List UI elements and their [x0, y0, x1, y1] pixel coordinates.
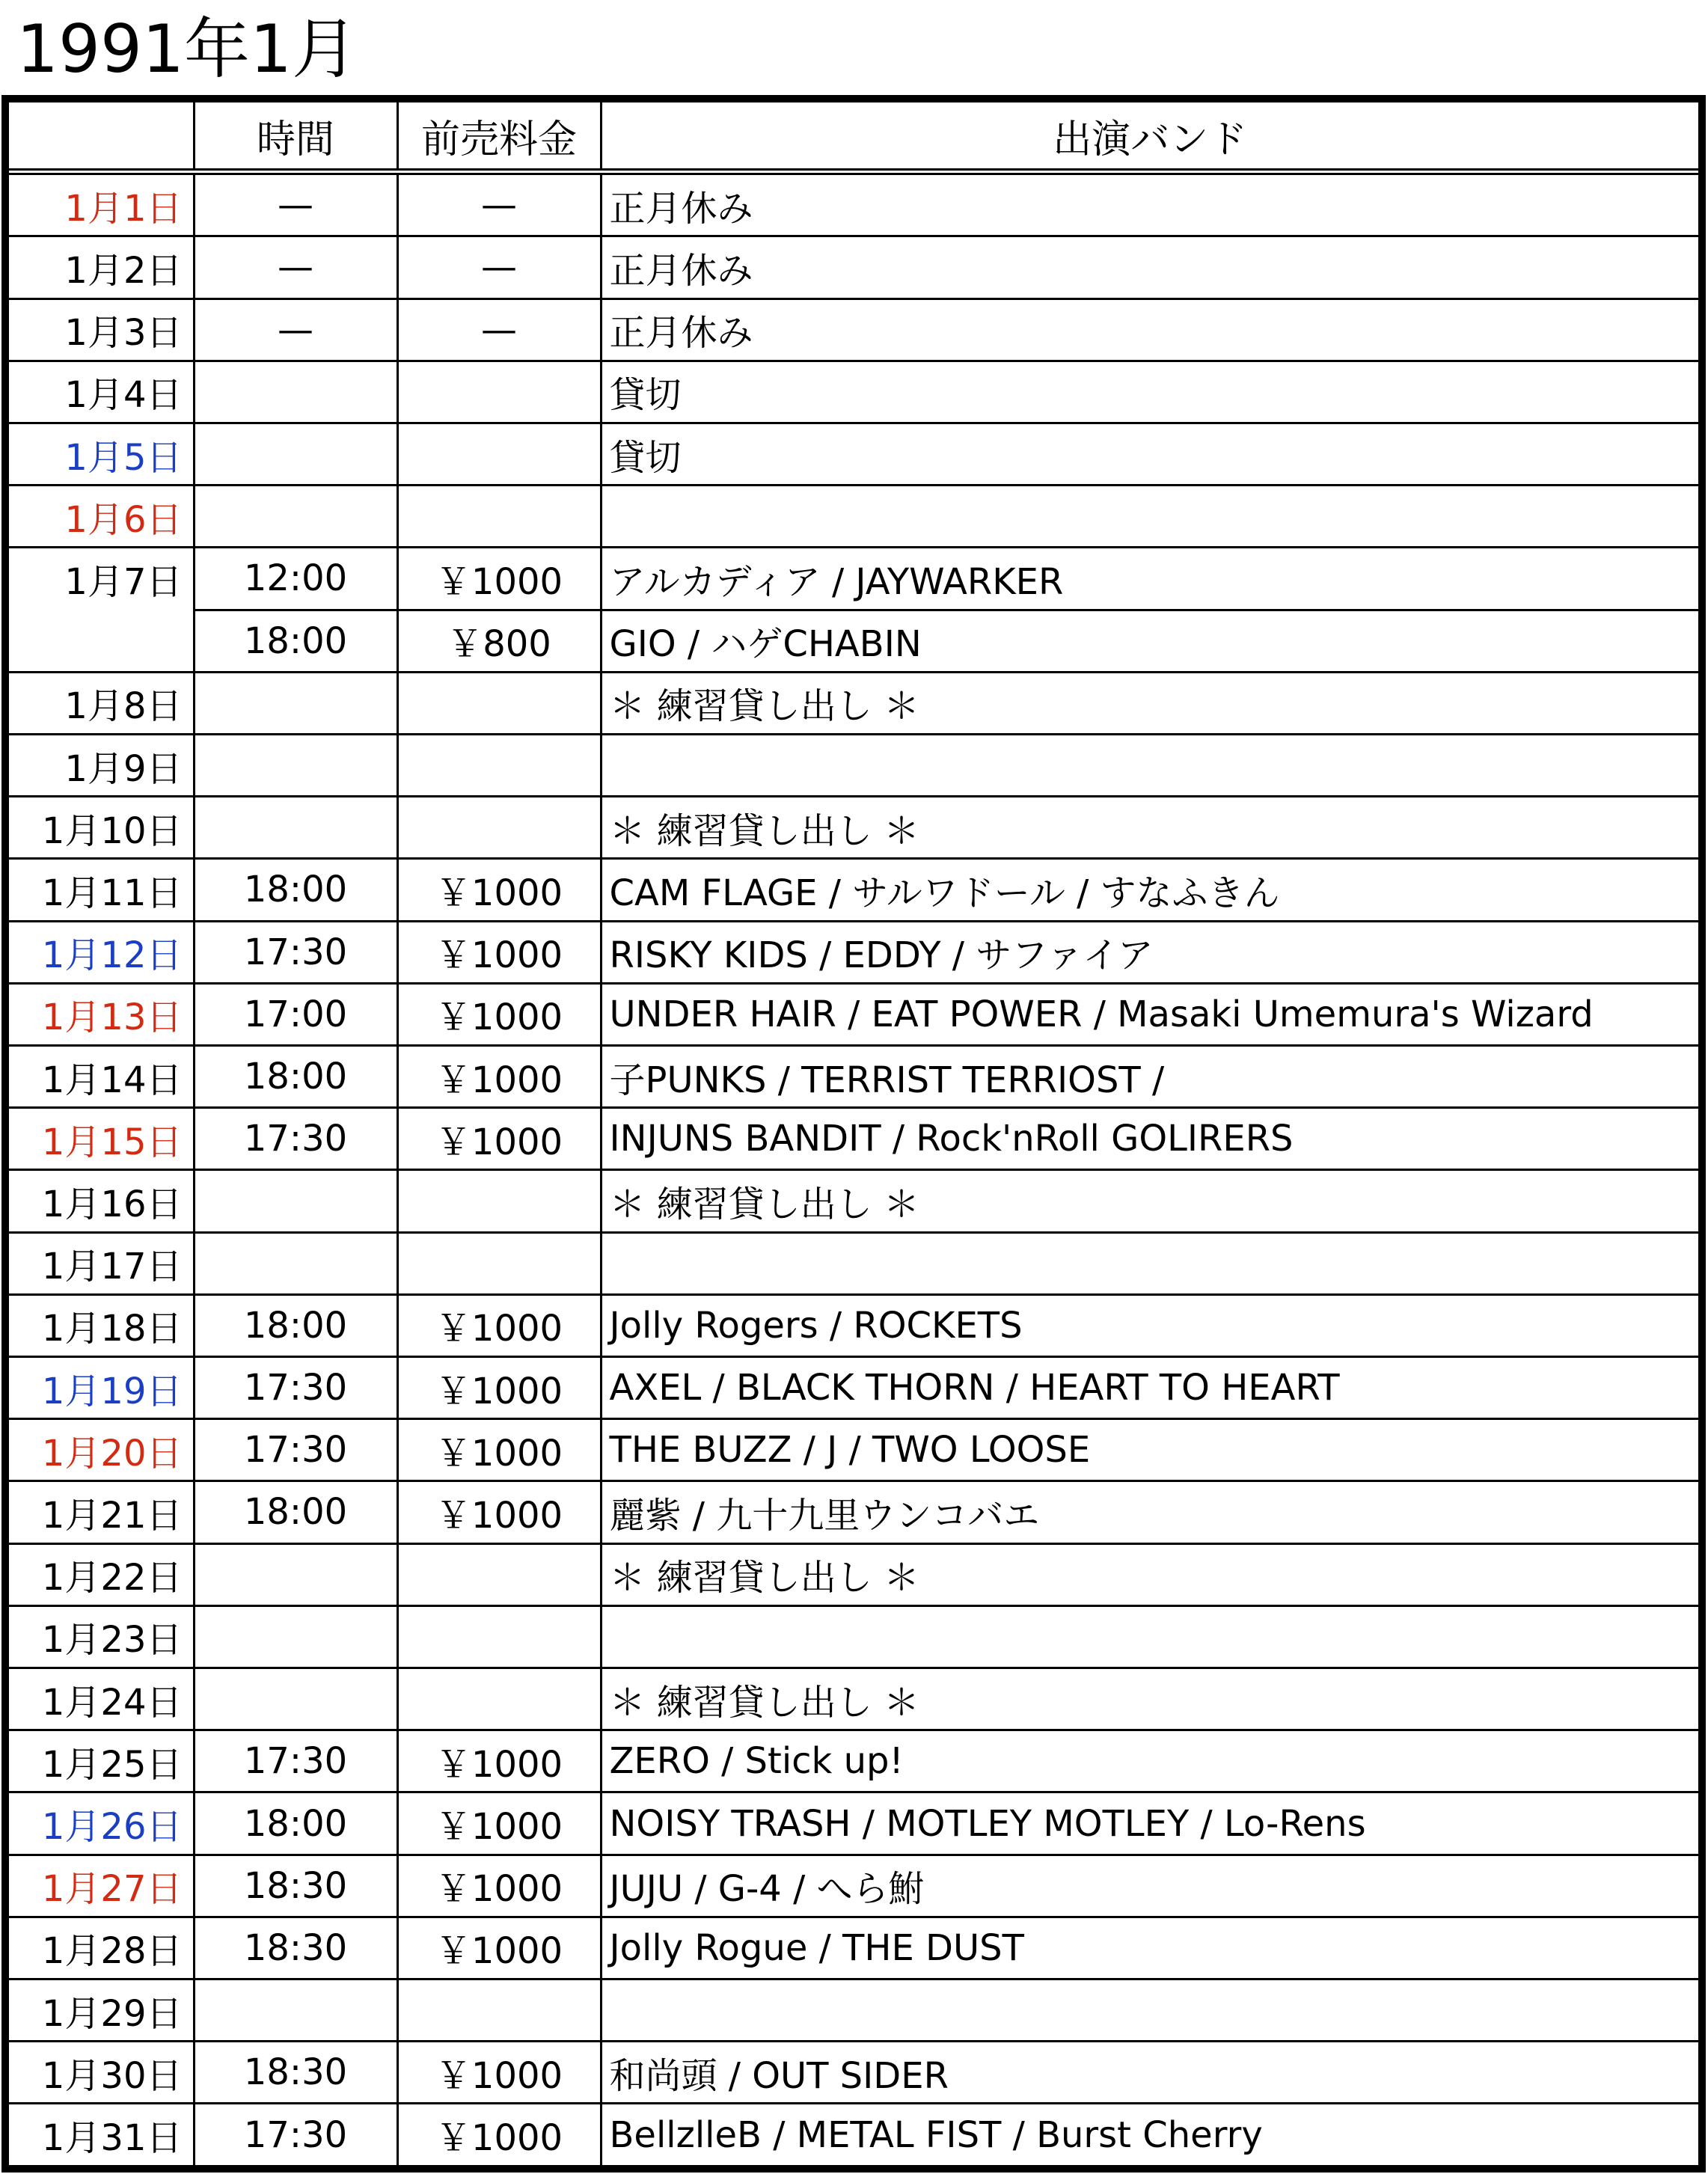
- table-row: [5, 859, 1702, 921]
- time-cell: 12:00: [194, 548, 397, 610]
- bands-cell: アルカディア / JAYWARKER: [601, 548, 1702, 610]
- price-cell: ￥1000: [397, 983, 601, 1045]
- price-cell: [397, 361, 601, 423]
- price-cell: ￥1000: [397, 2104, 601, 2169]
- time-cell: [194, 797, 397, 859]
- bands-cell: 正月休み: [601, 236, 1702, 298]
- date-cell: 1月31日: [5, 2104, 194, 2169]
- price-cell: ￥1000: [397, 859, 601, 921]
- bands-cell: 和尚頭 / OUT SIDER: [601, 2042, 1702, 2104]
- date-cell: 1月29日: [5, 1979, 194, 2042]
- table-row: [5, 1792, 1702, 1855]
- bands-cell: THE BUZZ / J / TWO LOOSE: [601, 1419, 1702, 1481]
- header-row: [5, 99, 1702, 172]
- price-cell: ￥1000: [397, 1730, 601, 1792]
- price-cell: [397, 672, 601, 734]
- date-cell: 1月18日: [5, 1294, 194, 1356]
- date-cell: 1月3日: [5, 298, 194, 361]
- bands-cell: ＊ 練習貸し出し ＊: [601, 1170, 1702, 1232]
- bands-cell: [601, 486, 1702, 548]
- table-row: [5, 1979, 1702, 2042]
- price-cell: ￥1000: [397, 1855, 601, 1917]
- bands-cell: ＊ 練習貸し出し ＊: [601, 797, 1702, 859]
- bands-cell: 貸切: [601, 423, 1702, 485]
- date-cell: 1月5日: [5, 423, 194, 485]
- table-row: [5, 1543, 1702, 1605]
- header-bands: 出演バンド: [601, 99, 1702, 172]
- bands-cell: CAM FLAGE / サルワドール / すなふきん: [601, 859, 1702, 921]
- price-cell: ￥1000: [397, 1792, 601, 1855]
- page-title: 1991年1月: [16, 10, 358, 88]
- time-cell: 17:00: [194, 983, 397, 1045]
- date-cell: 1月16日: [5, 1170, 194, 1232]
- bands-cell: UNDER HAIR / EAT POWER / Masaki Umemura's Wizard: [601, 983, 1702, 1045]
- date-cell: 1月25日: [5, 1730, 194, 1792]
- price-cell: [397, 423, 601, 485]
- table-row: [5, 983, 1702, 1045]
- table-row: [5, 1481, 1702, 1543]
- date-cell: 1月21日: [5, 1481, 194, 1543]
- header-date: [5, 99, 194, 172]
- price-cell: ￥1000: [397, 2042, 601, 2104]
- time-cell: [194, 1979, 397, 2042]
- table-row: [5, 486, 1702, 548]
- date-cell: 1月27日: [5, 1855, 194, 1917]
- date-cell: 1月14日: [5, 1045, 194, 1107]
- table-row: [5, 361, 1702, 423]
- price-cell: [397, 1668, 601, 1730]
- schedule-rows: [5, 172, 1702, 2170]
- time-cell: 18:00: [194, 1792, 397, 1855]
- time-cell: [194, 1668, 397, 1730]
- time-cell: 17:30: [194, 1419, 397, 1481]
- date-cell: 1月13日: [5, 983, 194, 1045]
- time-cell: 18:00: [194, 1294, 397, 1356]
- bands-cell: Jolly Rogue / THE DUST: [601, 1917, 1702, 1979]
- table-row: [5, 1668, 1702, 1730]
- price-cell: ￥1000: [397, 1356, 601, 1418]
- time-cell: 17:30: [194, 2104, 397, 2169]
- time-cell: 17:30: [194, 921, 397, 983]
- time-cell: [194, 486, 397, 548]
- table-row: [5, 1730, 1702, 1792]
- time-cell: 18:30: [194, 1917, 397, 1979]
- date-cell: 1月7日: [5, 548, 194, 610]
- bands-cell: AXEL / BLACK THORN / HEART TO HEART: [601, 1356, 1702, 1418]
- bands-cell: JUJU / G-4 / へら鮒: [601, 1855, 1702, 1917]
- time-cell: 18:30: [194, 1855, 397, 1917]
- table-row: [5, 1605, 1702, 1668]
- table-row: [5, 797, 1702, 859]
- table-row: [5, 1917, 1702, 1979]
- table-row: [5, 1232, 1702, 1294]
- price-cell: ￥1000: [397, 1917, 601, 1979]
- price-cell: ￥1000: [397, 1419, 601, 1481]
- price-cell: ￥800: [397, 610, 601, 672]
- time-cell: [194, 1605, 397, 1668]
- price-cell: ￥1000: [397, 921, 601, 983]
- table-row: [5, 1108, 1702, 1170]
- date-cell: 1月1日: [5, 172, 194, 236]
- bands-cell: Jolly Rogers / ROCKETS: [601, 1294, 1702, 1356]
- price-cell: ￥1000: [397, 1045, 601, 1107]
- table-row: [5, 1170, 1702, 1232]
- price-cell: [397, 486, 601, 548]
- date-cell: 1月22日: [5, 1543, 194, 1605]
- bands-cell: [601, 1605, 1702, 1668]
- table-row: [5, 1356, 1702, 1418]
- time-cell: —: [194, 236, 397, 298]
- date-cell: 1月17日: [5, 1232, 194, 1294]
- table-row: [5, 672, 1702, 734]
- table-row: [5, 236, 1702, 298]
- time-cell: 17:30: [194, 1730, 397, 1792]
- table-row: [5, 2104, 1702, 2169]
- price-cell: —: [397, 236, 601, 298]
- time-cell: —: [194, 172, 397, 236]
- time-cell: [194, 361, 397, 423]
- time-cell: [194, 1170, 397, 1232]
- time-cell: 18:30: [194, 2042, 397, 2104]
- date-cell: 1月15日: [5, 1108, 194, 1170]
- bands-cell: ZERO / Stick up!: [601, 1730, 1702, 1792]
- price-cell: —: [397, 298, 601, 361]
- schedule-table: [1, 95, 1706, 2173]
- bands-cell: ＊ 練習貸し出し ＊: [601, 672, 1702, 734]
- date-cell: [5, 610, 194, 672]
- price-cell: [397, 1979, 601, 2042]
- price-cell: ￥1000: [397, 1481, 601, 1543]
- time-cell: [194, 423, 397, 485]
- time-cell: 18:00: [194, 1045, 397, 1107]
- bands-cell: NOISY TRASH / MOTLEY MOTLEY / Lo-Rens: [601, 1792, 1702, 1855]
- date-cell: 1月20日: [5, 1419, 194, 1481]
- date-cell: 1月24日: [5, 1668, 194, 1730]
- header-time: 時間: [194, 99, 397, 172]
- time-cell: [194, 1232, 397, 1294]
- bands-cell: 正月休み: [601, 298, 1702, 361]
- price-cell: [397, 1543, 601, 1605]
- table-row: [5, 734, 1702, 796]
- date-cell: 1月19日: [5, 1356, 194, 1418]
- date-cell: 1月8日: [5, 672, 194, 734]
- bands-cell: RISKY KIDS / EDDY / サファイア: [601, 921, 1702, 983]
- price-cell: ￥1000: [397, 548, 601, 610]
- table-row: [5, 610, 1702, 672]
- table-row: [5, 1855, 1702, 1917]
- bands-cell: INJUNS BANDIT / Rock'nRoll GOLIRERS: [601, 1108, 1702, 1170]
- date-cell: 1月30日: [5, 2042, 194, 2104]
- bands-cell: [601, 1979, 1702, 2042]
- bands-cell: 正月休み: [601, 172, 1702, 236]
- table-row: [5, 921, 1702, 983]
- time-cell: 17:30: [194, 1108, 397, 1170]
- price-cell: [397, 1605, 601, 1668]
- bands-cell: 貸切: [601, 361, 1702, 423]
- time-cell: [194, 1543, 397, 1605]
- date-cell: 1月12日: [5, 921, 194, 983]
- bands-cell: [601, 734, 1702, 796]
- table-row: [5, 1045, 1702, 1107]
- price-cell: [397, 1170, 601, 1232]
- date-cell: 1月10日: [5, 797, 194, 859]
- date-cell: 1月11日: [5, 859, 194, 921]
- table-row: [5, 423, 1702, 485]
- price-cell: [397, 1232, 601, 1294]
- time-cell: [194, 672, 397, 734]
- date-cell: 1月6日: [5, 486, 194, 548]
- table-row: [5, 298, 1702, 361]
- time-cell: —: [194, 298, 397, 361]
- bands-cell: 子PUNKS / TERRIST TERRIOST /: [601, 1045, 1702, 1107]
- time-cell: 17:30: [194, 1356, 397, 1418]
- date-cell: 1月2日: [5, 236, 194, 298]
- table-row: [5, 2042, 1702, 2104]
- bands-cell: 麗紫 / 九十九里ウンコバエ: [601, 1481, 1702, 1543]
- time-cell: 18:00: [194, 610, 397, 672]
- bands-cell: [601, 1232, 1702, 1294]
- price-cell: [397, 734, 601, 796]
- date-cell: 1月9日: [5, 734, 194, 796]
- bands-cell: ＊ 練習貸し出し ＊: [601, 1668, 1702, 1730]
- price-cell: [397, 797, 601, 859]
- date-cell: 1月23日: [5, 1605, 194, 1668]
- table-row: [5, 172, 1702, 236]
- price-cell: —: [397, 172, 601, 236]
- time-cell: 18:00: [194, 1481, 397, 1543]
- header-price: 前売料金: [397, 99, 601, 172]
- table-row: [5, 1294, 1702, 1356]
- bands-cell: BellzlleB / METAL FIST / Burst Cherry: [601, 2104, 1702, 2169]
- date-cell: 1月4日: [5, 361, 194, 423]
- date-cell: 1月28日: [5, 1917, 194, 1979]
- time-cell: 18:00: [194, 859, 397, 921]
- bands-cell: ＊ 練習貸し出し ＊: [601, 1543, 1702, 1605]
- bands-cell: GIO / ハゲCHABIN: [601, 610, 1702, 672]
- time-cell: [194, 734, 397, 796]
- table-row: [5, 548, 1702, 610]
- table-row: [5, 1419, 1702, 1481]
- price-cell: ￥1000: [397, 1294, 601, 1356]
- price-cell: ￥1000: [397, 1108, 601, 1170]
- date-cell: 1月26日: [5, 1792, 194, 1855]
